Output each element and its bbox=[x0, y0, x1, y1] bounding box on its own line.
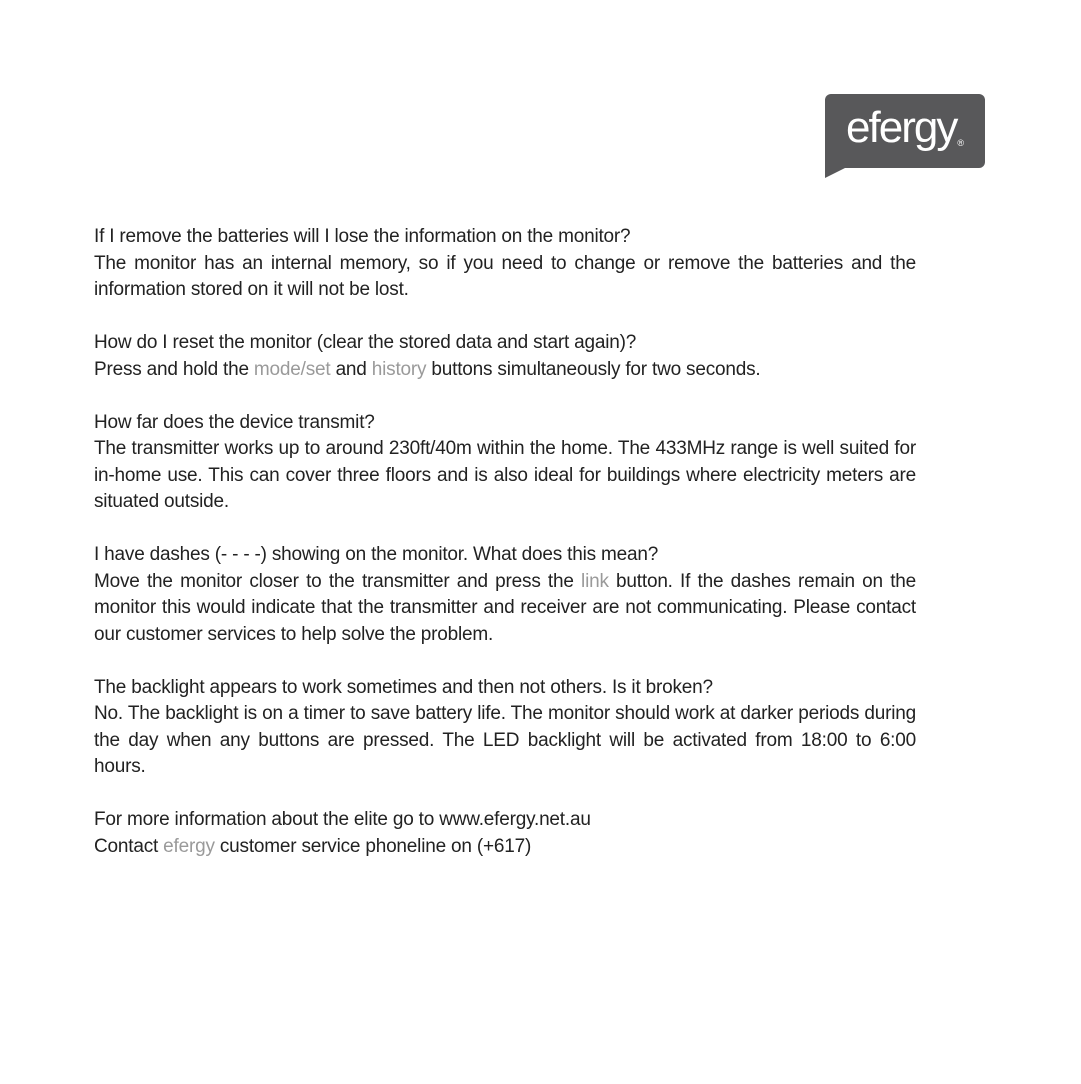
faq-item-reset bbox=[94, 330, 916, 383]
contact-brand: efergy bbox=[163, 835, 215, 857]
registered-mark: ® bbox=[957, 138, 964, 148]
faq-answer: The monitor has an internal memory, so if you need to change or remove the batteries and the information stored on it will not be lost. bbox=[94, 252, 916, 300]
faq-content bbox=[94, 224, 916, 860]
contact-line bbox=[94, 834, 916, 861]
efergy-logo bbox=[825, 94, 985, 168]
faq-question: I have dashes (- - - -) showing on the monitor. What does this mean? bbox=[94, 544, 659, 565]
faq-answer: The transmitter works up to around 230ft/40m within the home. The 433MHz range is well suited for in-home use. This can cover three floors and is also ideal for buildings where electricity meters are situated outside. bbox=[94, 438, 916, 512]
contact-text: customer service phoneline on (+617) bbox=[214, 835, 532, 857]
answer-text: and bbox=[330, 358, 372, 380]
logo-text: efergy bbox=[846, 103, 957, 152]
faq-item-dashes bbox=[94, 542, 916, 648]
footer-contact bbox=[94, 807, 916, 860]
contact-text: Contact bbox=[94, 835, 164, 857]
faq-question: How far does the device transmit? bbox=[94, 411, 375, 433]
answer-text: Move the monitor closer to the transmitter and press the bbox=[94, 570, 582, 592]
more-info-line: For more information about the elite go to www.efergy.net.au bbox=[94, 809, 591, 830]
link-button-label: link bbox=[581, 570, 609, 592]
mode-set-button-label: mode/set bbox=[253, 358, 331, 380]
faq-question: How do I reset the monitor (clear the stored data and start again)? bbox=[94, 332, 637, 353]
answer-text: button. If the dashes remain on the monitor this would indicate that the transmitter and receiver are not communicating. Please contact our customer services to help solve the problem. bbox=[94, 570, 917, 645]
faq-answer bbox=[94, 357, 916, 384]
faq-answer bbox=[94, 569, 916, 649]
answer-text: buttons simultaneously for two seconds. bbox=[426, 358, 761, 380]
faq-item-range bbox=[94, 410, 916, 516]
faq-item-batteries bbox=[94, 224, 916, 304]
answer-text: Press and hold the bbox=[94, 358, 254, 380]
faq-question: The backlight appears to work sometimes and then not others. Is it broken? bbox=[94, 676, 713, 698]
history-button-label: history bbox=[371, 358, 427, 380]
faq-item-backlight bbox=[94, 675, 916, 781]
faq-question: If I remove the batteries will I lose the information on the monitor? bbox=[94, 226, 631, 247]
faq-answer: No. The backlight is on a timer to save battery life. The monitor should work at darker periods during the day when any buttons are pressed. The LED backlight will be activated from 18:00 to 6:00 hours. bbox=[94, 703, 916, 777]
